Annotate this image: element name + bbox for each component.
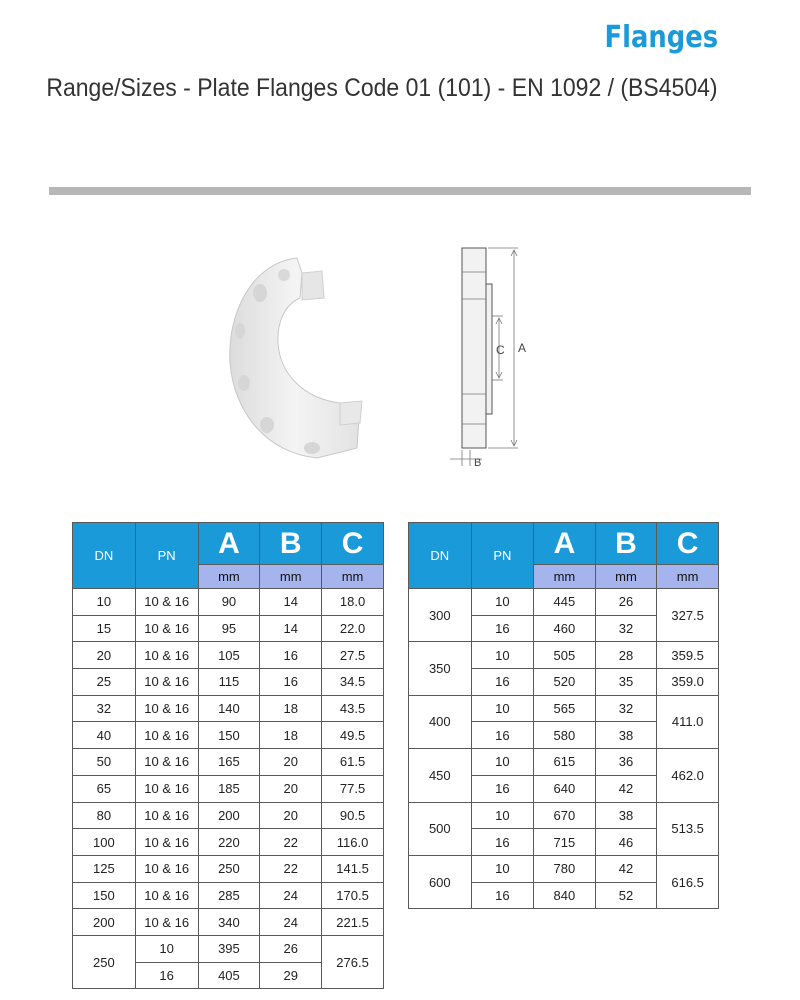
c-cell: 141.5 — [322, 855, 384, 882]
a-cell: 715 — [534, 829, 596, 856]
b-cell: 42 — [595, 775, 657, 802]
dn-cell: 150 — [73, 882, 136, 909]
pn-cell: 10 & 16 — [135, 669, 198, 696]
table-row — [73, 855, 384, 882]
c-cell: 77.5 — [322, 775, 384, 802]
pn-cell: 10 — [471, 749, 534, 776]
c-cell: 49.5 — [322, 722, 384, 749]
table-row — [73, 589, 384, 616]
dn-cell: 600 — [409, 855, 472, 908]
pn-cell: 10 & 16 — [135, 642, 198, 669]
b-header: B — [260, 523, 322, 565]
pn-cell: 10 & 16 — [135, 615, 198, 642]
dn-cell: 250 — [73, 935, 136, 988]
flange-photo — [222, 253, 372, 463]
b-cell: 20 — [260, 749, 322, 776]
pn-cell: 16 — [471, 669, 534, 696]
b-cell: 24 — [260, 909, 322, 936]
pn-cell: 10 — [471, 695, 534, 722]
pn-cell: 10 & 16 — [135, 589, 198, 616]
b-cell: 38 — [595, 802, 657, 829]
table-row — [409, 749, 719, 776]
page-title: Flanges — [604, 20, 718, 55]
b-cell: 18 — [260, 722, 322, 749]
b-cell: 24 — [260, 882, 322, 909]
table-row — [73, 775, 384, 802]
c-cell: 359.5 — [657, 642, 719, 669]
c-cell: 616.5 — [657, 855, 719, 908]
table-row — [73, 882, 384, 909]
b-unit: mm — [595, 565, 657, 589]
a-cell: 200 — [198, 802, 260, 829]
dn-cell: 125 — [73, 855, 136, 882]
table-row — [409, 855, 719, 882]
pn-cell: 10 — [471, 642, 534, 669]
b-cell: 22 — [260, 829, 322, 856]
pn-cell: 16 — [471, 722, 534, 749]
c-cell: 18.0 — [322, 589, 384, 616]
dn-cell: 15 — [73, 615, 136, 642]
page-subtitle: Range/Sizes - Plate Flanges Code 01 (101) - EN 1092 / (BS4504) — [46, 74, 718, 102]
table-row — [73, 669, 384, 696]
pn-header: PN — [135, 523, 198, 589]
table-row — [409, 589, 719, 616]
a-cell: 580 — [534, 722, 596, 749]
pn-cell: 10 & 16 — [135, 829, 198, 856]
pn-cell: 10 & 16 — [135, 802, 198, 829]
c-unit: mm — [657, 565, 719, 589]
table-row — [73, 909, 384, 936]
dn-cell: 200 — [73, 909, 136, 936]
dn-cell: 350 — [409, 642, 472, 695]
table-row — [409, 642, 719, 669]
a-cell: 395 — [198, 935, 260, 962]
dn-cell: 40 — [73, 722, 136, 749]
dn-cell: 65 — [73, 775, 136, 802]
c-cell: 61.5 — [322, 749, 384, 776]
pn-cell: 10 — [471, 589, 534, 616]
a-cell: 840 — [534, 882, 596, 909]
c-cell: 43.5 — [322, 695, 384, 722]
table-row — [409, 695, 719, 722]
dn-header: DN — [73, 523, 136, 589]
a-cell: 220 — [198, 829, 260, 856]
b-cell: 35 — [595, 669, 657, 696]
left-sizes-table — [72, 522, 384, 989]
pn-cell: 10 & 16 — [135, 775, 198, 802]
b-header: B — [595, 523, 657, 565]
a-cell: 95 — [198, 615, 260, 642]
c-cell: 22.0 — [322, 615, 384, 642]
b-cell: 46 — [595, 829, 657, 856]
c-cell: 411.0 — [657, 695, 719, 748]
c-header: C — [322, 523, 384, 565]
dn-cell: 25 — [73, 669, 136, 696]
b-cell: 32 — [595, 695, 657, 722]
c-cell: 513.5 — [657, 802, 719, 855]
table-row — [73, 802, 384, 829]
dn-cell: 450 — [409, 749, 472, 802]
a-unit: mm — [198, 565, 260, 589]
a-cell: 670 — [534, 802, 596, 829]
dn-cell: 300 — [409, 589, 472, 642]
b-cell: 20 — [260, 802, 322, 829]
a-cell: 520 — [534, 669, 596, 696]
right-sizes-table — [408, 522, 719, 909]
dn-cell: 400 — [409, 695, 472, 748]
b-cell: 28 — [595, 642, 657, 669]
table-row — [73, 829, 384, 856]
dn-cell: 500 — [409, 802, 472, 855]
a-cell: 615 — [534, 749, 596, 776]
c-cell: 221.5 — [322, 909, 384, 936]
dn-cell: 100 — [73, 829, 136, 856]
table-row — [73, 722, 384, 749]
a-cell: 780 — [534, 855, 596, 882]
c-unit: mm — [322, 565, 384, 589]
c-cell: 116.0 — [322, 829, 384, 856]
a-cell: 150 — [198, 722, 260, 749]
a-cell: 185 — [198, 775, 260, 802]
dn-cell: 80 — [73, 802, 136, 829]
c-cell: 276.5 — [322, 935, 384, 988]
dn-header: DN — [409, 523, 472, 589]
dimension-label-b: B — [474, 457, 482, 469]
a-unit: mm — [534, 565, 596, 589]
b-cell: 29 — [260, 962, 322, 989]
c-cell: 34.5 — [322, 669, 384, 696]
c-cell: 327.5 — [657, 589, 719, 642]
a-header: A — [534, 523, 596, 565]
b-cell: 18 — [260, 695, 322, 722]
a-cell: 285 — [198, 882, 260, 909]
a-cell: 460 — [534, 615, 596, 642]
a-cell: 140 — [198, 695, 260, 722]
c-header: C — [657, 523, 719, 565]
b-cell: 16 — [260, 669, 322, 696]
b-cell: 14 — [260, 615, 322, 642]
a-cell: 250 — [198, 855, 260, 882]
a-header: A — [198, 523, 260, 565]
table-row — [73, 935, 384, 962]
b-cell: 20 — [260, 775, 322, 802]
c-cell: 170.5 — [322, 882, 384, 909]
a-cell: 445 — [534, 589, 596, 616]
pn-cell: 10 & 16 — [135, 722, 198, 749]
c-cell: 462.0 — [657, 749, 719, 802]
a-cell: 640 — [534, 775, 596, 802]
pn-header: PN — [471, 523, 534, 589]
pn-cell: 16 — [471, 882, 534, 909]
pn-cell: 16 — [471, 775, 534, 802]
a-cell: 565 — [534, 695, 596, 722]
pn-cell: 10 & 16 — [135, 909, 198, 936]
c-cell: 359.0 — [657, 669, 719, 696]
a-cell: 405 — [198, 962, 260, 989]
dimension-label-a: A — [518, 341, 527, 355]
c-cell: 27.5 — [322, 642, 384, 669]
b-cell: 42 — [595, 855, 657, 882]
pn-cell: 16 — [471, 615, 534, 642]
pn-cell: 10 & 16 — [135, 749, 198, 776]
b-cell: 38 — [595, 722, 657, 749]
b-unit: mm — [260, 565, 322, 589]
dn-cell: 10 — [73, 589, 136, 616]
dn-cell: 50 — [73, 749, 136, 776]
pn-cell: 10 & 16 — [135, 855, 198, 882]
b-cell: 26 — [595, 589, 657, 616]
a-cell: 505 — [534, 642, 596, 669]
header-divider — [49, 187, 751, 195]
a-cell: 90 — [198, 589, 260, 616]
pn-cell: 16 — [135, 962, 198, 989]
a-cell: 115 — [198, 669, 260, 696]
pn-cell: 10 — [135, 935, 198, 962]
a-cell: 105 — [198, 642, 260, 669]
flange-dimension-drawing — [448, 244, 548, 474]
a-cell: 340 — [198, 909, 260, 936]
b-cell: 22 — [260, 855, 322, 882]
b-cell: 16 — [260, 642, 322, 669]
table-row — [73, 615, 384, 642]
pn-cell: 10 — [471, 855, 534, 882]
pn-cell: 16 — [471, 829, 534, 856]
c-cell: 90.5 — [322, 802, 384, 829]
a-cell: 165 — [198, 749, 260, 776]
table-row — [73, 642, 384, 669]
pn-cell: 10 & 16 — [135, 695, 198, 722]
pn-cell: 10 — [471, 802, 534, 829]
b-cell: 36 — [595, 749, 657, 776]
b-cell: 14 — [260, 589, 322, 616]
dimension-label-c: C — [496, 343, 505, 357]
dn-cell: 32 — [73, 695, 136, 722]
table-row — [73, 695, 384, 722]
table-row — [73, 749, 384, 776]
b-cell: 32 — [595, 615, 657, 642]
table-row — [409, 802, 719, 829]
b-cell: 52 — [595, 882, 657, 909]
pn-cell: 10 & 16 — [135, 882, 198, 909]
b-cell: 26 — [260, 935, 322, 962]
dn-cell: 20 — [73, 642, 136, 669]
